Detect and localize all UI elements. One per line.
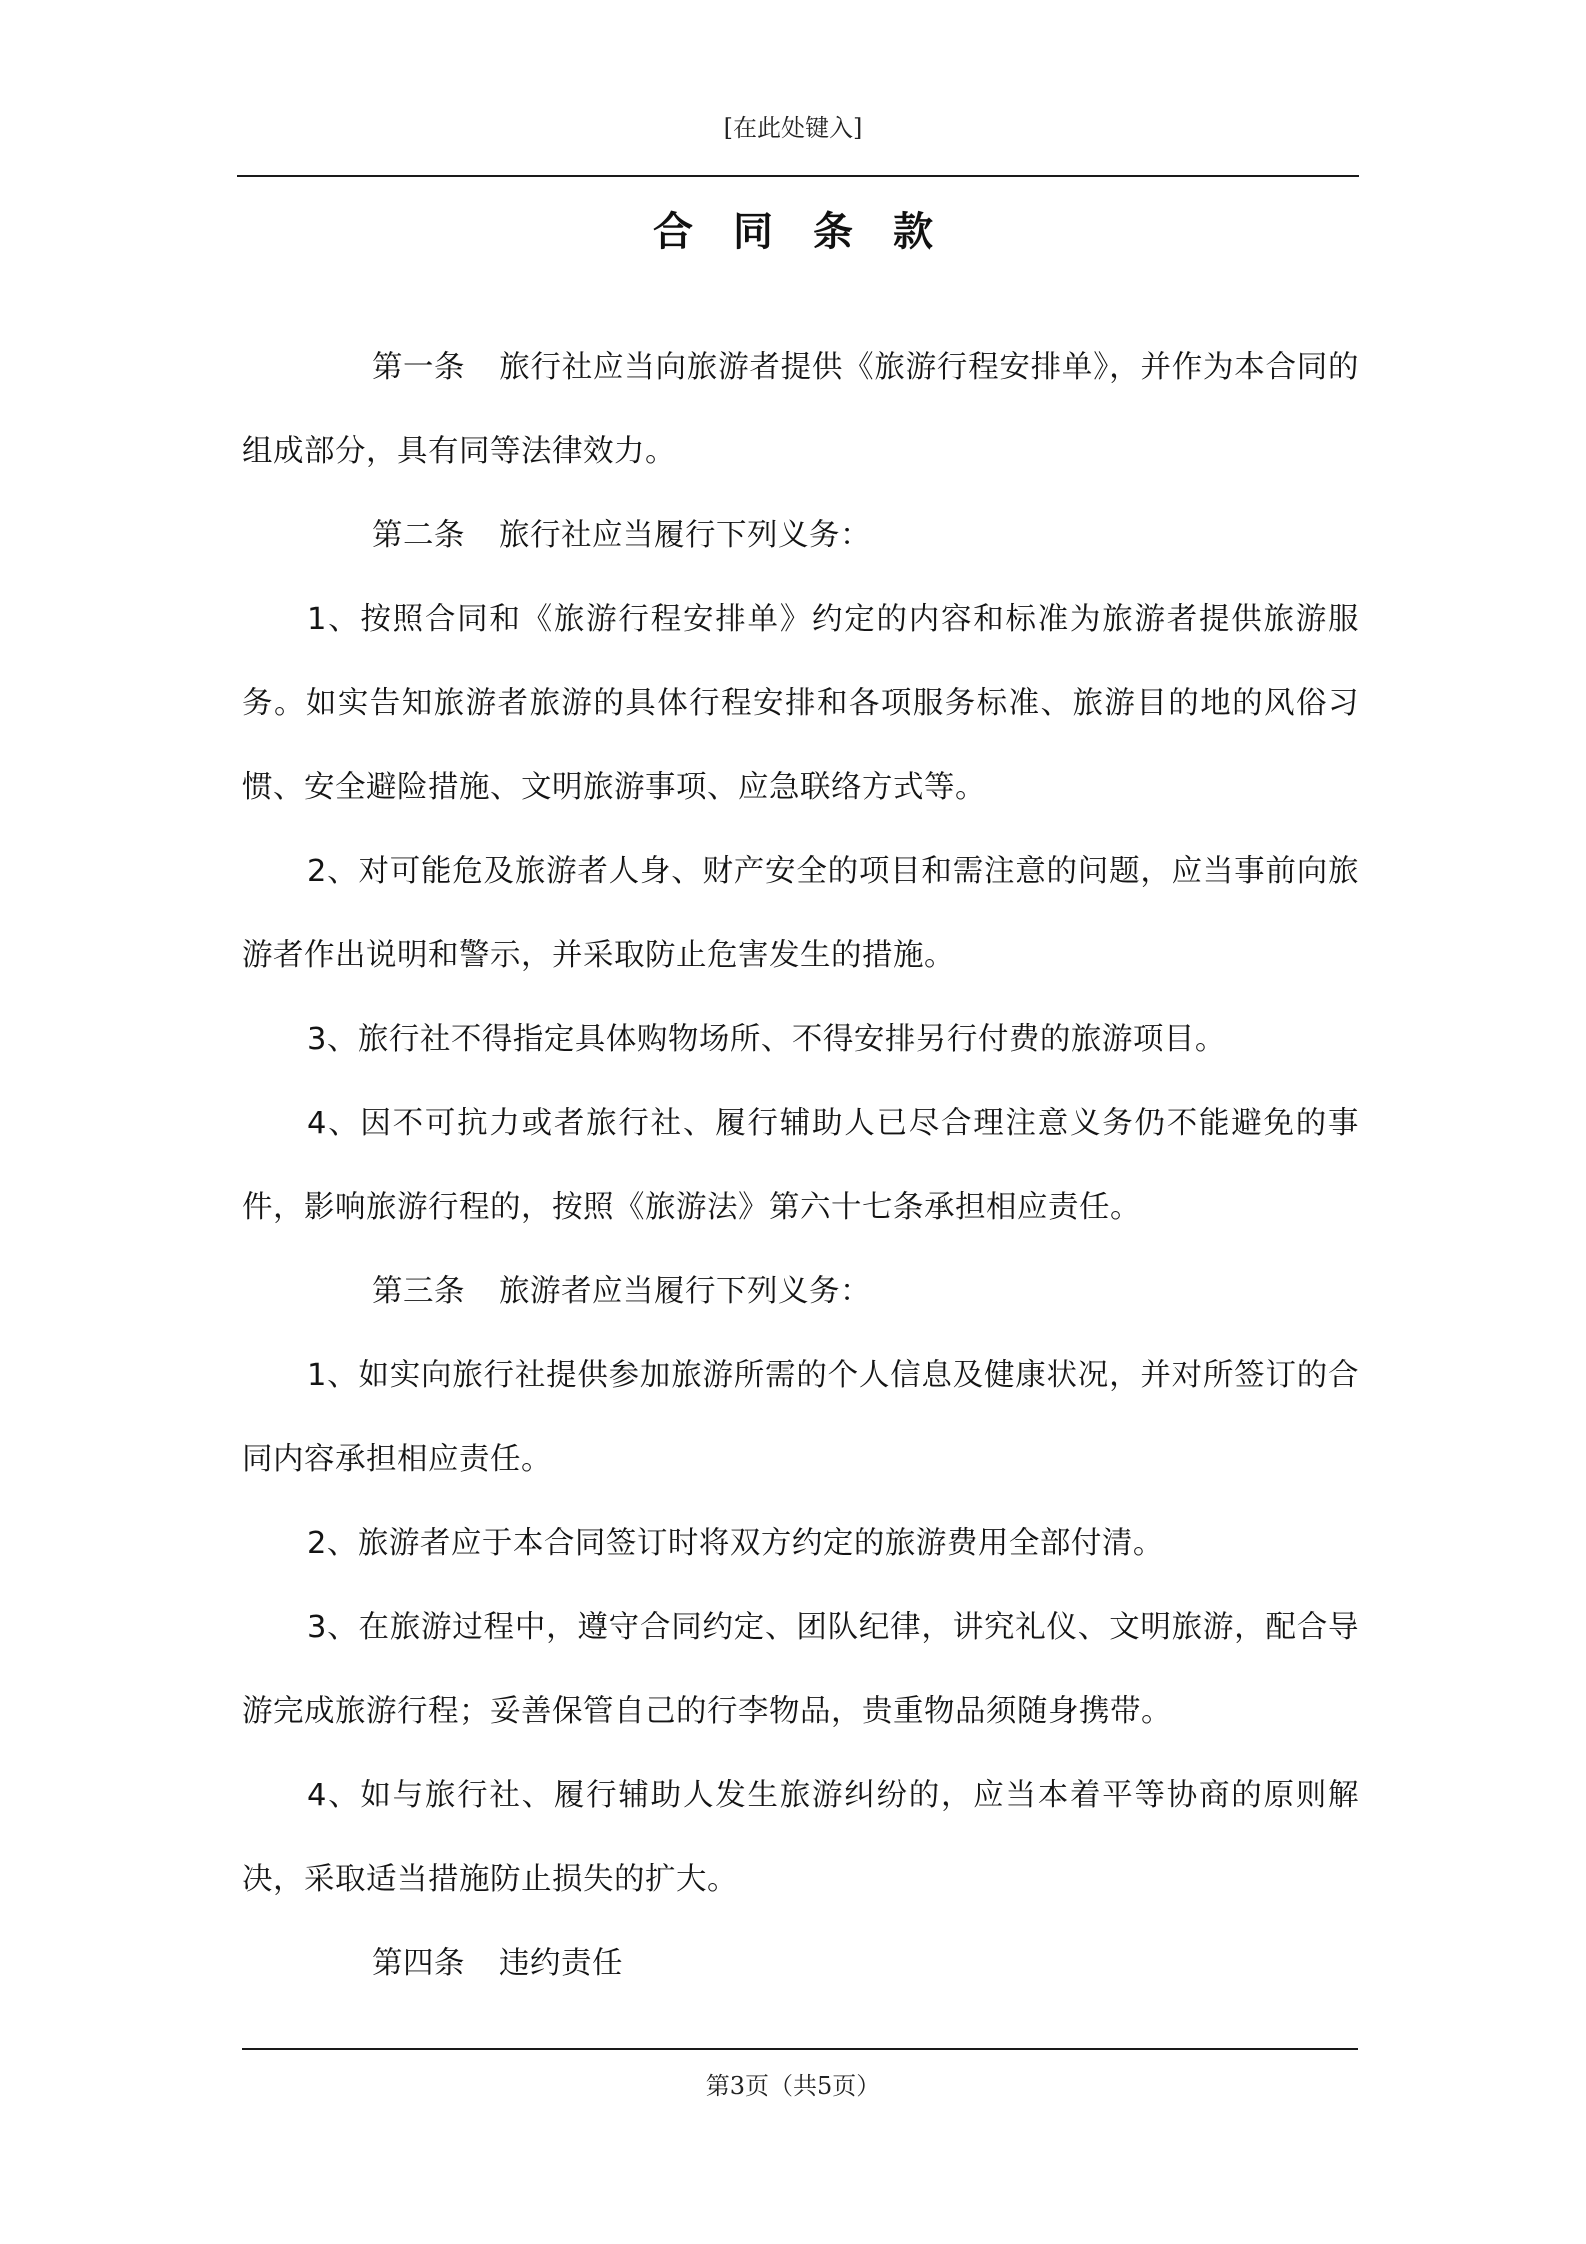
clause-item: 2、对可能危及旅游者人身、财产安全的项目和需注意的问题，应当事前向旅游者作出说明和警示，并采取防止危害发生的措施。 [242, 854, 1359, 973]
clause-item: 4、因不可抗力或者旅行社、履行辅助人已尽合理注意义务仍不能避免的事件，影响旅游行程的，按照《旅游法》第六十七条承担相应责任。 [242, 1106, 1359, 1225]
article-number: 第二条 [372, 518, 465, 553]
article-text: 旅游者应当履行下列义务： [499, 1274, 871, 1309]
article-text: 旅行社应当履行下列义务： [499, 518, 871, 553]
article-2 [242, 494, 1359, 578]
article-3 [242, 1250, 1359, 1334]
footer-divider [242, 2048, 1358, 2050]
clause-item: 2、旅游者应于本合同签订时将双方约定的旅游费用全部付清。 [307, 1526, 1164, 1561]
document-title: 合同条款 [653, 209, 973, 255]
page-number: 第3页（共5页） [705, 2072, 881, 2100]
clause-item: 1、按照合同和《旅游行程安排单》约定的内容和标准为旅游者提供旅游服务。如实告知旅游者旅游的具体行程安排和各项服务标准、旅游目的地的风俗习惯、安全避险措施、文明旅游事项、应急联络方式等。 [242, 602, 1359, 805]
article-1 [242, 326, 1359, 494]
page-header: [在此处键入] [723, 114, 863, 142]
article-number: 第三条 [372, 1274, 465, 1309]
clause-item: 3、在旅游过程中，遵守合同约定、团队纪律，讲究礼仪、文明旅游，配合导游完成旅游行程；妥善保管自己的行李物品，贵重物品须随身携带。 [242, 1610, 1359, 1729]
clause-item: 4、如与旅行社、履行辅助人发生旅游纠纷的，应当本着平等协商的原则解决，采取适当措施防止损失的扩大。 [242, 1778, 1359, 1897]
clause-item: 1、如实向旅行社提供参加旅游所需的个人信息及健康状况，并对所签订的合同内容承担相应责任。 [242, 1358, 1359, 1477]
article-text: 违约责任 [499, 1946, 623, 1981]
article-4 [242, 1922, 1359, 2006]
contract-body [242, 326, 1359, 2006]
article-text: 旅行社应当向旅游者提供《旅游行程安排单》，并作为本合同的组成部分，具有同等法律效力。 [242, 350, 1359, 469]
article-number: 第四条 [372, 1946, 465, 1981]
article-number: 第一条 [372, 350, 465, 385]
header-divider [237, 175, 1359, 177]
clause-item: 3、旅行社不得指定具体购物场所、不得安排另行付费的旅游项目。 [307, 1022, 1226, 1057]
